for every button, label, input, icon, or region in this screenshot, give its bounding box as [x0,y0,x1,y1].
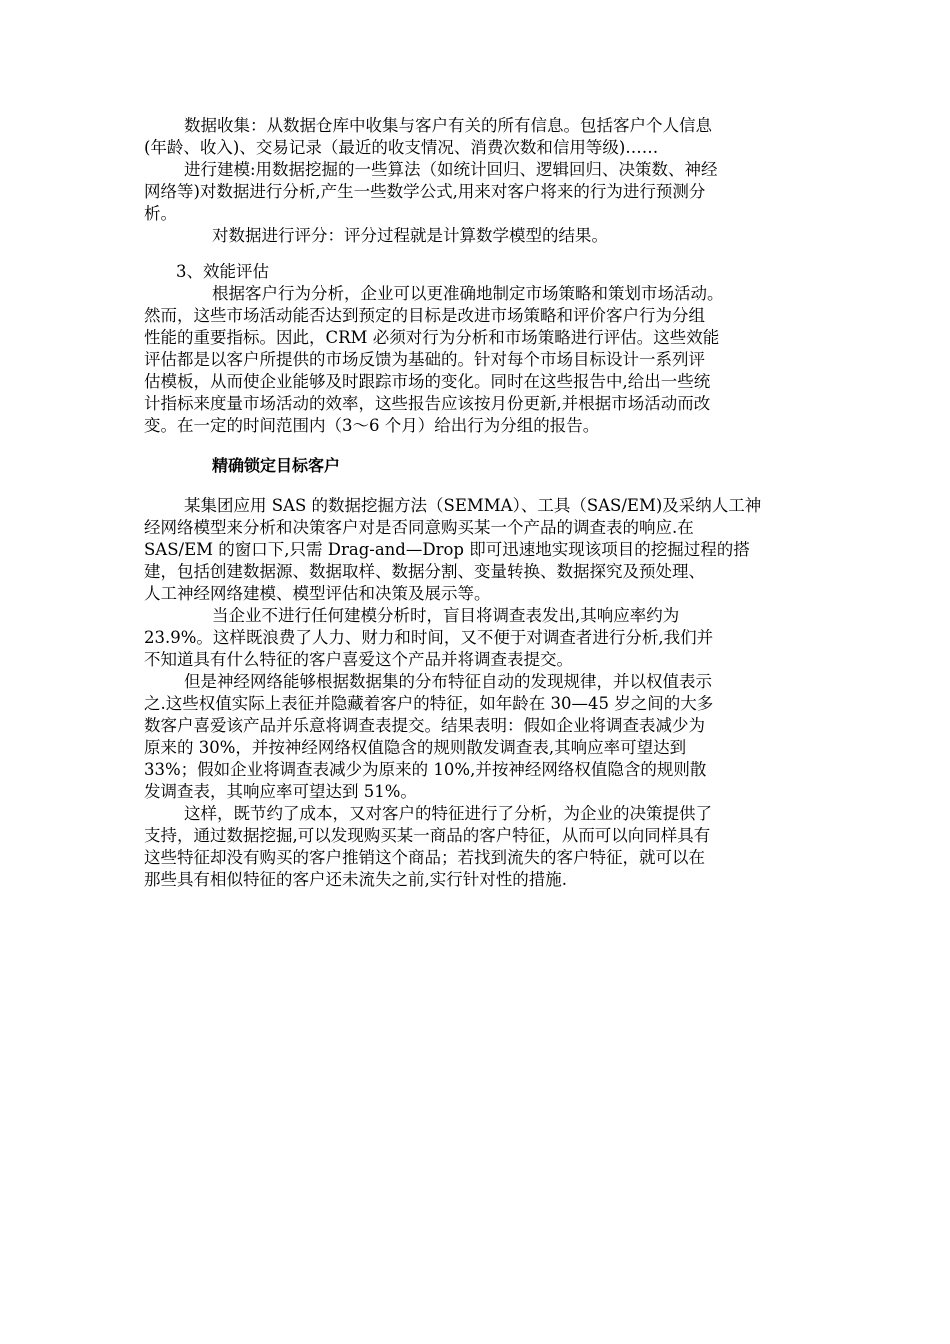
paragraph-line: 性能的重要指标。因此，CRM 必须对行为分析和市场策略进行评估。这些效能 [144,328,720,347]
paragraph-line: 之.这些权值实际上表征并隐藏着客户的特征，如年龄在 30—45 岁之间的大多 [144,694,714,713]
paragraph-line: 网络等)对数据进行分析,产生一些数学公式,用来对客户将来的行为进行预测分 [144,182,706,201]
paragraph-line: 经网络模型来分析和决策客户对是否同意购买某一个产品的调查表的响应.在 [144,518,694,537]
paragraph-line: 对数据进行评分：评分过程就是计算数学模型的结果。 [212,226,608,245]
paragraph-line: 当企业不进行任何建模分析时，盲目将调查表发出,其响应率约为 [212,606,680,625]
paragraph-line: 析。 [144,204,177,223]
paragraph-line: 这样，既节约了成本，又对客户的特征进行了分析，为企业的决策提供了 [184,804,712,823]
paragraph-line: 23.9%。这样既浪费了人力、财力和时间，又不便于对调查者进行分析,我们并 [144,628,714,647]
paragraph-line: 建，包括创建数据源、数据取样、数据分割、变量转换、数据探究及预处理、 [144,562,705,581]
paragraph-line: 数客户喜爱该产品并乐意将调查表提交。结果表明：假如企业将调查表减少为 [144,716,705,735]
paragraph-line: 计指标来度量市场活动的效率，这些报告应该按月份更新,并根据市场活动而改 [144,394,711,413]
paragraph-line: 然而，这些市场活动能否达到预定的目标是改进市场策略和评价客户行为分组 [144,306,705,325]
paragraph-line: (年龄、收入)、交易记录（最近的收支情况、消费次数和信用等级)…… [144,138,659,157]
blank-line [144,477,806,495]
section-heading: 3、效能评估 [176,262,269,281]
paragraph-line: 原来的 30%，并按神经网络权值隐含的规则散发调查表,其响应率可望达到 [144,738,687,757]
paragraph-line: 这些特征却没有购买的客户推销这个商品；若找到流失的客户特征，就可以在 [144,848,705,867]
paragraph-line: 数据收集：从数据仓库中收集与客户有关的所有信息。包括客户个人信息 [184,116,712,135]
paragraph-line: 那些具有相似特征的客户还未流失之前,实行针对性的措施. [144,870,567,889]
paragraph-line: 不知道具有什么特征的客户喜爱这个产品并将调查表提交。 [144,650,573,669]
paragraph-line: 根据客户行为分析，企业可以更准确地制定市场策略和策划市场活动。 [212,284,724,303]
document-body [144,115,806,891]
paragraph-line: 33%；假如企业将调查表减少为原来的 10%,并按神经网络权值隐含的规则散 [144,760,707,779]
paragraph-line: 估模板，从而使企业能够及时跟踪市场的变化。同时在这些报告中,给出一些统 [144,372,711,391]
paragraph-line: 发调查表，其响应率可望达到 51%。 [144,782,417,801]
paragraph-line: 某集团应用 SAS 的数据挖掘方法（SEMMA）、工具（SAS/EM)及采纳人工神 [184,496,762,515]
blank-line [144,247,806,261]
paragraph-line: 支持，通过数据挖掘,可以发现购买某一商品的客户特征，从而可以向同样具有 [144,826,711,845]
section-title: 精确锁定目标客户 [212,456,341,475]
paragraph-line: 变。在一定的时间范围内（3～6 个月）给出行为分组的报告。 [144,416,600,435]
paragraph-line: SAS/EM 的窗口下,只需 Drag-and—Drop 即可迅速地实现该项目的挖掘过程的搭 [144,540,750,559]
paragraph-line: 进行建模:用数据挖掘的一些算法（如统计回归、逻辑回归、决策数、神经 [184,160,718,179]
blank-line [144,437,806,455]
paragraph-line: 评估都是以客户所提供的市场反馈为基础的。针对每个市场目标设计一系列评 [144,350,705,369]
paragraph-line: 人工神经网络建模、模型评估和决策及展示等。 [144,584,491,603]
paragraph-line: 但是神经网络能够根据数据集的分布特征自动的发现规律，并以权值表示 [184,672,712,691]
